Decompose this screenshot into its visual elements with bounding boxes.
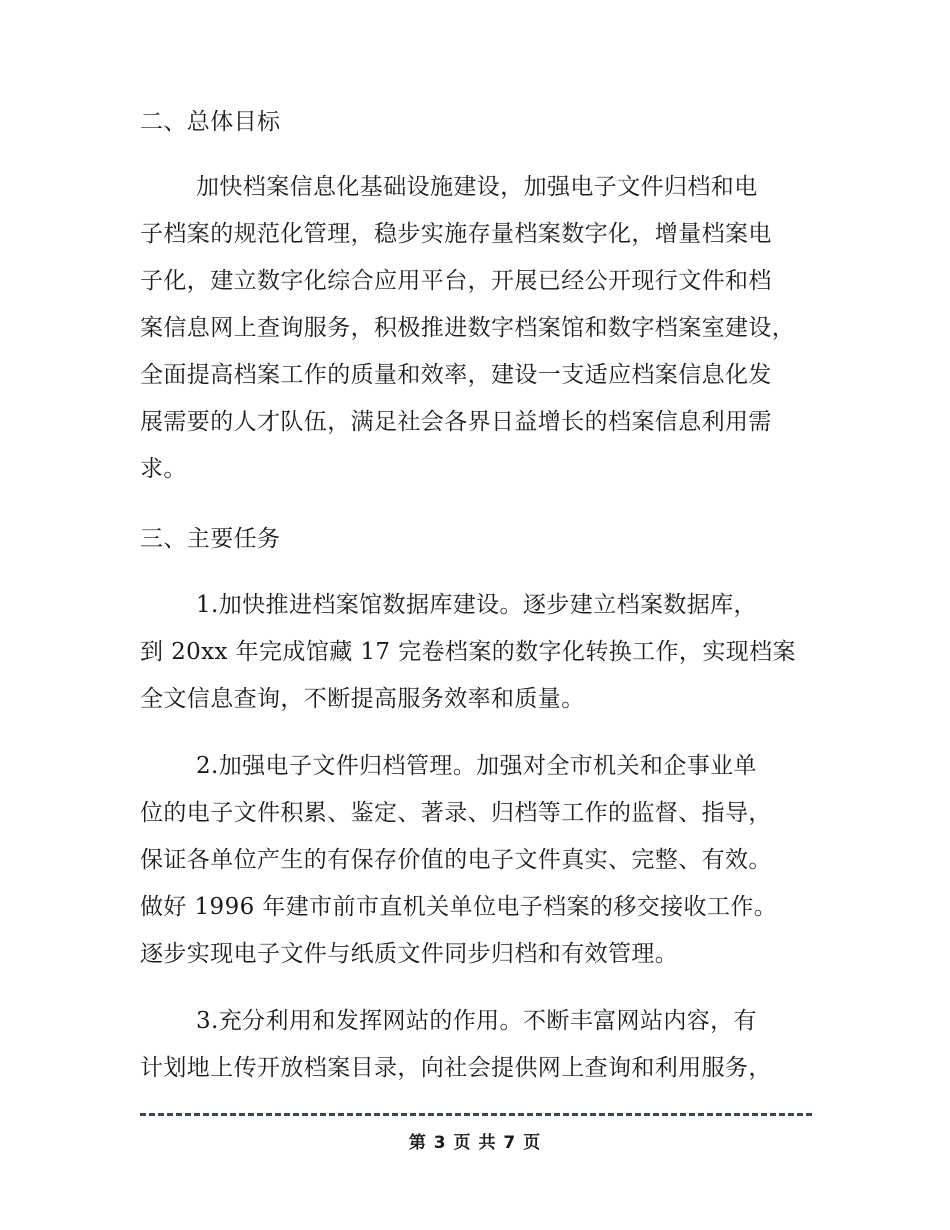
paragraph-line: 案信息网上查询服务，积极推进数字档案馆和数字档案室建设， xyxy=(140,315,796,341)
footer-divider xyxy=(140,1113,812,1116)
paragraph-line: 全面提高档案工作的质量和效率，建设一支适应档案信息化发 xyxy=(140,362,772,388)
paragraph-line: 位的电子文件积累、鉴定、著录、归档等工作的监督、指导， xyxy=(140,800,772,826)
paragraph-line: 子化，建立数字化综合应用平台，开展已经公开现行文件和档 xyxy=(140,268,772,294)
paragraph-line: 1.加快推进档案馆数据库建设。逐步建立档案数据库， xyxy=(196,592,757,618)
paragraph-line: 3.充分利用和发挥网站的作用。不断丰富网站内容，有 xyxy=(196,1008,757,1034)
section-heading: 二、总体目标 xyxy=(140,109,281,135)
paragraph-line: 全文信息查询，不断提高服务效率和质量。 xyxy=(140,686,585,712)
paragraph-line: 2.加强电子文件归档管理。加强对全市机关和企事业单 xyxy=(196,753,757,779)
paragraph-line: 做好 1996 年建市前市直机关单位电子档案的移交接收工作。 xyxy=(140,894,778,920)
section-heading: 三、主要任务 xyxy=(140,526,281,552)
paragraph-line: 子档案的规范化管理，稳步实施存量档案数字化，增量档案电 xyxy=(140,221,772,247)
paragraph-line: 求。 xyxy=(140,456,187,482)
paragraph-line: 保证各单位产生的有保存价值的电子文件真实、完整、有效。 xyxy=(140,847,772,873)
paragraph-line: 展需要的人才队伍，满足社会各界日益增长的档案信息利用需 xyxy=(140,409,772,435)
page-number: 第 3 页 共 7 页 xyxy=(408,1133,542,1153)
paragraph-line: 加快档案信息化基础设施建设，加强电子文件归档和电 xyxy=(196,174,758,200)
paragraph-line: 计划地上传开放档案目录，向社会提供网上查询和利用服务， xyxy=(140,1055,772,1081)
paragraph-line: 逐步实现电子文件与纸质文件同步归档和有效管理。 xyxy=(140,941,679,967)
paragraph-line: 到 20xx 年完成馆藏 17 完卷档案的数字化转换工作，实现档案 xyxy=(140,639,796,665)
